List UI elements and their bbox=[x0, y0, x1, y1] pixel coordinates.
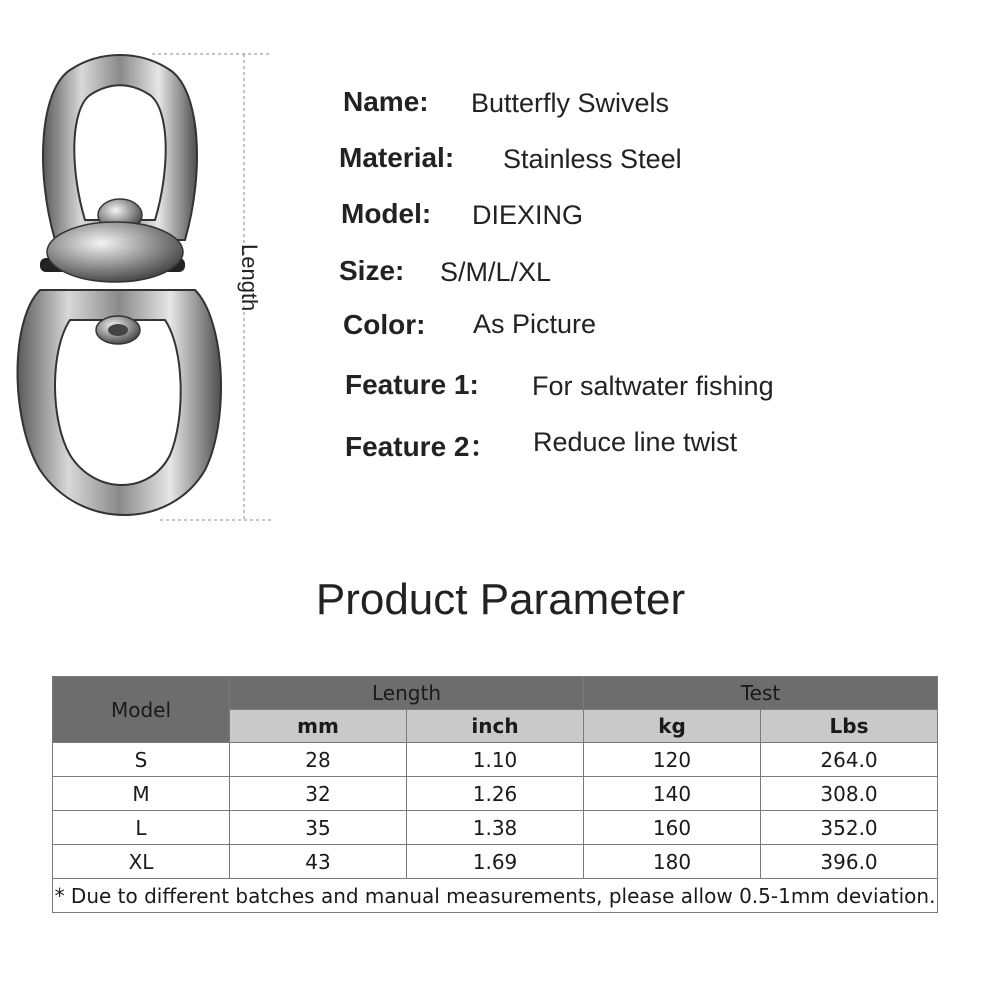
deviation-note: * Due to different batches and manual measurements, please allow 0.5-1mm deviation. bbox=[53, 879, 938, 913]
table-row bbox=[53, 777, 938, 811]
unit-inch: inch bbox=[407, 710, 584, 743]
spec-name-key: Name: bbox=[343, 86, 429, 117]
spec-size-key: Size: bbox=[339, 255, 405, 286]
cell-lbs: 352.0 bbox=[761, 811, 938, 845]
unit-mm: mm bbox=[230, 710, 407, 743]
cell-mm: 43 bbox=[230, 845, 407, 879]
cell-model: S bbox=[53, 743, 230, 777]
cell-inch: 1.38 bbox=[407, 811, 584, 845]
spec-feature2-key: Feature 2： bbox=[345, 431, 498, 462]
cell-kg: 140 bbox=[584, 777, 761, 811]
lower-pin-hole bbox=[108, 324, 128, 336]
cell-inch: 1.69 bbox=[407, 845, 584, 879]
swivel-barrel bbox=[47, 222, 183, 282]
section-title: Product Parameter bbox=[315, 575, 686, 624]
length-header: Length bbox=[230, 677, 584, 710]
cell-lbs: 264.0 bbox=[761, 743, 938, 777]
spec-model-value: DIEXING bbox=[472, 200, 584, 230]
table-row bbox=[53, 743, 938, 777]
cell-inch: 1.10 bbox=[407, 743, 584, 777]
cell-lbs: 396.0 bbox=[761, 845, 938, 879]
test-header: Test bbox=[584, 677, 938, 710]
table-note-row bbox=[53, 879, 938, 913]
spec-size-value: S/M/L/XL bbox=[440, 257, 552, 287]
cell-mm: 28 bbox=[230, 743, 407, 777]
spec-model-key: Model: bbox=[341, 198, 432, 229]
spec-color-value: As Picture bbox=[473, 309, 597, 339]
cell-lbs: 308.0 bbox=[761, 777, 938, 811]
model-header: Model bbox=[53, 677, 230, 743]
spec-feature1-key: Feature 1: bbox=[345, 369, 479, 400]
cell-mm: 32 bbox=[230, 777, 407, 811]
unit-lbs: Lbs bbox=[761, 710, 938, 743]
spec-material-key: Material: bbox=[339, 142, 455, 173]
spec-feature2-value: Reduce line twist bbox=[533, 427, 738, 457]
cell-model: XL bbox=[53, 845, 230, 879]
cell-kg: 180 bbox=[584, 845, 761, 879]
spec-name-value: Butterfly Swivels bbox=[471, 88, 670, 118]
length-dimension-label: Length bbox=[237, 244, 262, 312]
spec-feature1-value: For saltwater fishing bbox=[532, 371, 774, 401]
parameter-table bbox=[52, 676, 938, 913]
spec-material-value: Stainless Steel bbox=[503, 144, 682, 174]
spec-color-key: Color: bbox=[343, 309, 426, 340]
cell-inch: 1.26 bbox=[407, 777, 584, 811]
table-row bbox=[53, 845, 938, 879]
cell-kg: 120 bbox=[584, 743, 761, 777]
cell-kg: 160 bbox=[584, 811, 761, 845]
table-header-row bbox=[53, 677, 938, 710]
unit-kg: kg bbox=[584, 710, 761, 743]
table-row bbox=[53, 811, 938, 845]
cell-model: M bbox=[53, 777, 230, 811]
cell-model: L bbox=[53, 811, 230, 845]
cell-mm: 35 bbox=[230, 811, 407, 845]
